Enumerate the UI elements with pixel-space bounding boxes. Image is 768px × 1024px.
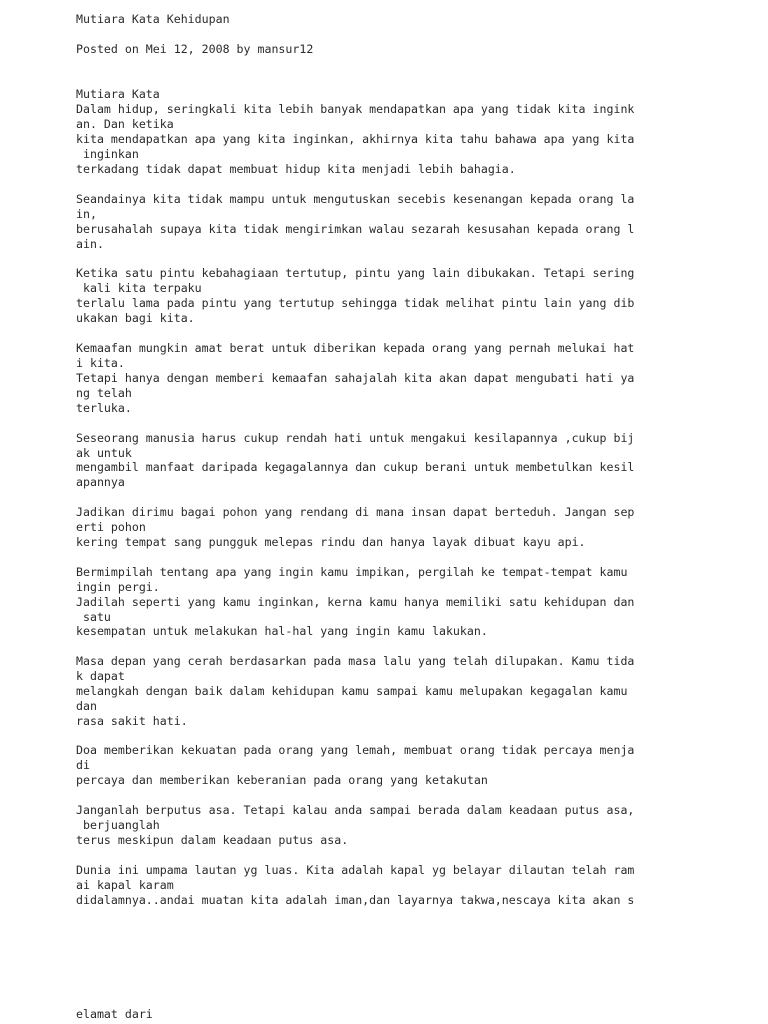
text-line: Janganlah berputus asa. Tetapi kalau anda sampai berada dalam keadaan putus asa, xyxy=(76,803,635,817)
text-line: ng telah xyxy=(76,386,132,400)
text-line: Mutiara Kata xyxy=(76,87,160,101)
text-line: terluka. xyxy=(76,401,132,415)
text-line: elamat dari xyxy=(76,1007,153,1021)
text-line: terus meskipun dalam keadaan putus asa. xyxy=(76,833,349,847)
text-line: Bermimpilah tentang apa yang ingin kamu impikan, pergilah ke tempat-tempat kamu xyxy=(76,565,628,579)
text-line: an. Dan ketika xyxy=(76,117,174,131)
text-line: Ketika satu pintu kebahagiaan tertutup, pintu yang lain dibukakan. Tetapi sering xyxy=(76,266,635,280)
text-line: Doa memberikan kekuatan pada orang yang lemah, membuat orang tidak percaya menja xyxy=(76,743,635,757)
text-line: ukakan bagi kita. xyxy=(76,311,195,325)
text-line: k dapat xyxy=(76,669,125,683)
text-line: didalamnya..andai muatan kita adalah iman,dan layarnya takwa,nescaya kita akan s xyxy=(76,893,635,907)
text-line: Jadikan dirimu bagai pohon yang rendang di mana insan dapat berteduh. Jangan sep xyxy=(76,505,635,519)
text-line: Seseorang manusia harus cukup rendah hati untuk mengakui kesilapannya ,cukup bij xyxy=(76,431,635,445)
text-line: kita mendapatkan apa yang kita inginkan, akhirnya kita tahu bahawa apa yang kita xyxy=(76,132,635,146)
text-line: kesempatan untuk melakukan hal-hal yang ingin kamu lakukan. xyxy=(76,624,488,638)
text-line: di xyxy=(76,758,90,772)
text-line: berusahalah supaya kita tidak mengirimkan walau sezarah kesusahan kepada orang l xyxy=(76,222,635,236)
text-line: percaya dan memberikan keberanian pada orang yang ketakutan xyxy=(76,773,488,787)
text-line: Masa depan yang cerah berdasarkan pada masa lalu yang telah dilupakan. Kamu tida xyxy=(76,654,635,668)
post-meta: Posted on Mei 12, 2008 by mansur12 xyxy=(76,42,314,56)
text-line: mengambil manfaat daripada kegagalannya dan cukup berani untuk membetulkan kesil xyxy=(76,460,635,474)
text-line: in, xyxy=(76,207,97,221)
text-line: Tetapi hanya dengan memberi kemaafan sahajalah kita akan dapat mengubati hati ya xyxy=(76,371,635,385)
document-title: Mutiara Kata Kehidupan xyxy=(76,12,230,26)
text-line: kali kita terpaku xyxy=(76,281,202,295)
text-line: berjuanglah xyxy=(76,818,160,832)
text-line: ai kapal karam xyxy=(76,878,174,892)
text-line: satu xyxy=(76,610,111,624)
text-line: Kemaafan mungkin amat berat untuk diberikan kepada orang yang pernah melukai hat xyxy=(76,341,635,355)
text-line: melangkah dengan baik dalam kehidupan kamu sampai kamu melupakan kegagalan kamu xyxy=(76,684,628,698)
text-line: Seandainya kita tidak mampu untuk mengutuskan secebis kesenangan kepada orang la xyxy=(76,192,635,206)
text-line: terkadang tidak dapat membuat hidup kita menjadi lebih bahagia. xyxy=(76,162,516,176)
text-line: Dalam hidup, seringkali kita lebih banyak mendapatkan apa yang tidak kita ingink xyxy=(76,102,635,116)
text-line: Jadilah seperti yang kamu inginkan, kerna kamu hanya memiliki satu kehidupan dan xyxy=(76,595,635,609)
text-line: erti pohon xyxy=(76,520,146,534)
text-line: ak untuk xyxy=(76,446,132,460)
text-line: terlalu lama pada pintu yang tertutup sehingga tidak melihat pintu lain yang dib xyxy=(76,296,635,310)
text-line: kering tempat sang pungguk melepas rindu dan hanya layak dibuat kayu api. xyxy=(76,535,586,549)
text-line: ingin pergi. xyxy=(76,580,160,594)
text-line: rasa sakit hati. xyxy=(76,714,188,728)
text-line: apannya xyxy=(76,475,125,489)
text-line: dan xyxy=(76,699,97,713)
text-line: ain. xyxy=(76,237,104,251)
text-line: Dunia ini umpama lautan yg luas. Kita adalah kapal yg belayar dilautan telah ram xyxy=(76,863,635,877)
text-line: inginkan xyxy=(76,147,139,161)
text-line: i kita. xyxy=(76,356,125,370)
